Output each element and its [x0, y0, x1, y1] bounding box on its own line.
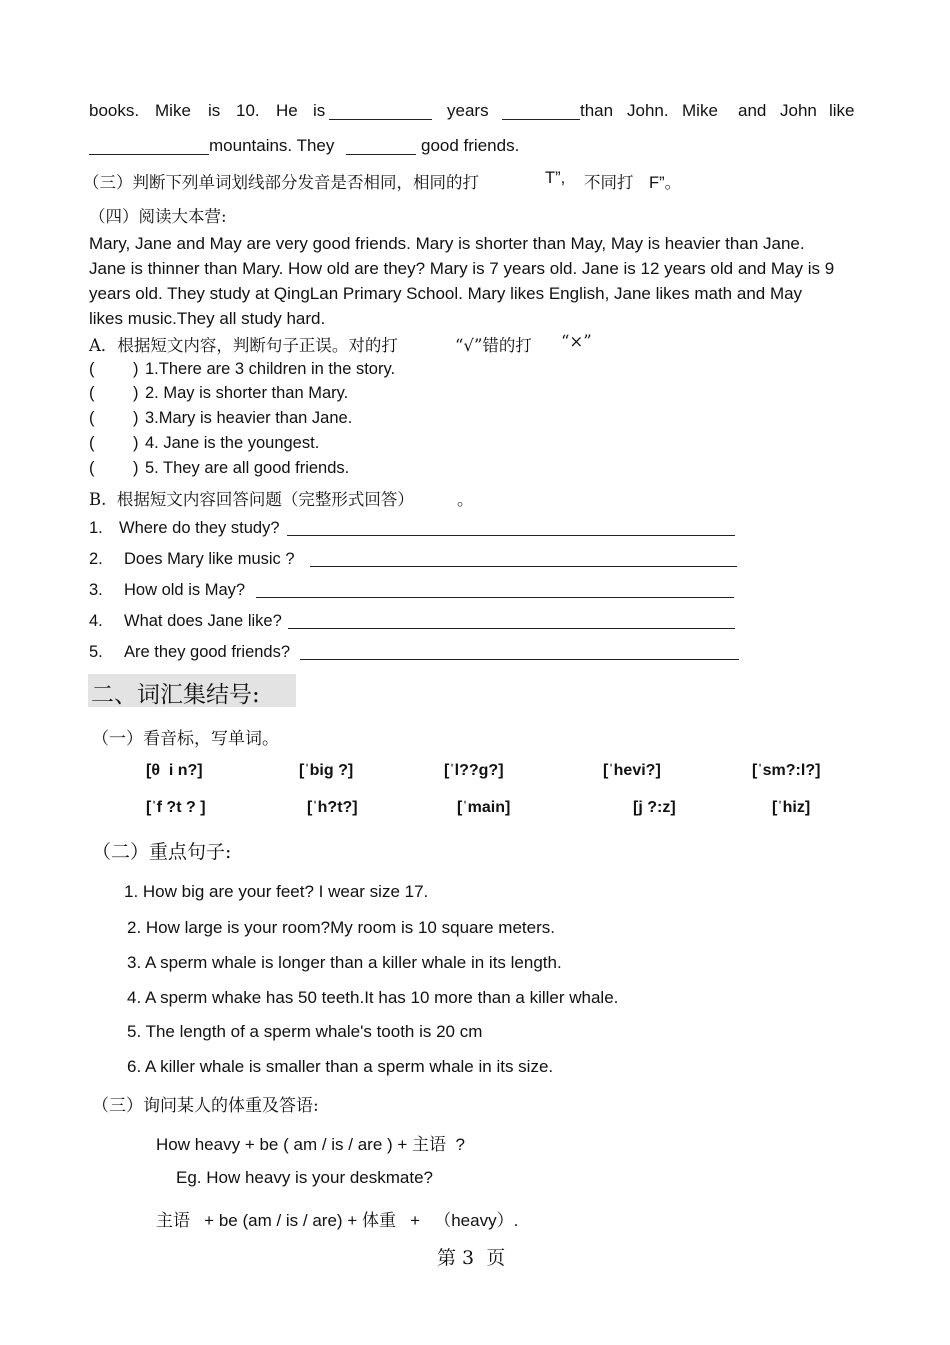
section-two-title: 二、词汇集结号:: [91, 682, 260, 708]
section3-instruction: （三）判断下列单词划线部分发音是否相同，相同的打: [83, 173, 479, 192]
tf-paren-close[interactable]: ): [133, 360, 139, 378]
passage-word-john-2: John: [780, 101, 817, 120]
answer-line[interactable]: [300, 659, 739, 660]
section-two-header: [88, 674, 296, 707]
tf-item-text: 1.There are 3 children in the story.: [145, 360, 396, 378]
answer-line[interactable]: [287, 535, 735, 536]
passage-word-john: John.: [627, 101, 669, 120]
sentence-pattern: How heavy + be ( am / is / are ) + 主语 ?: [156, 1135, 465, 1154]
passage-word-mike-2: Mike: [682, 101, 718, 120]
passage-line2-text: mountains. They: [209, 136, 335, 155]
reading-passage-line-4: likes music.They all study hard.: [89, 309, 326, 328]
phonetic-item: [ˈsm?:l?]: [752, 762, 821, 779]
reading-passage-line-3: years old. They study at QingLan Primary School. Mary likes English, Jane likes math and May: [89, 284, 803, 303]
reading-passage-line-2: Jane is thinner than Mary. How old are they? Mary is 7 years old. Jane is 12 years old and May is 9: [89, 259, 835, 278]
passage-word-is: is: [208, 101, 221, 120]
passage-line2-end: good friends.: [421, 136, 520, 155]
sub2-heading: （二）重点句子:: [92, 841, 232, 863]
tf-paren-open: (: [89, 409, 95, 427]
section4-heading: （四）阅读大本营:: [89, 207, 227, 226]
question-text: How old is May?: [124, 581, 246, 599]
page-number: 第 3 页: [437, 1247, 506, 1269]
phonetic-item: [ˈh?t?]: [307, 799, 358, 816]
tf-item-text: 5. They are all good friends.: [145, 459, 350, 477]
blank-line[interactable]: [346, 154, 416, 155]
part-a-mark: “√”错的打: [455, 336, 532, 355]
question-text: What does Jane like?: [124, 612, 282, 630]
mark-f: F”。: [649, 174, 682, 192]
answer-line[interactable]: [310, 566, 737, 567]
phonetic-item: [ˈl??g?]: [444, 762, 504, 779]
part-a-cross: “×”: [561, 332, 592, 351]
passage-word-years: years: [447, 101, 489, 120]
tf-paren-close[interactable]: ): [133, 409, 139, 427]
tf-paren-close[interactable]: ): [133, 434, 139, 452]
question-number: 5.: [89, 643, 103, 661]
question-number: 3.: [89, 581, 103, 599]
tf-paren-open: (: [89, 384, 95, 402]
blank-line[interactable]: [502, 119, 580, 120]
passage-word-than: than: [580, 101, 614, 120]
phonetic-item: [ˈf ?t ? ]: [146, 799, 206, 816]
sub3-heading: （三）询问某人的体重及答语:: [92, 1096, 319, 1116]
question-text: Are they good friends?: [124, 643, 291, 661]
phonetic-item: [ˈhiz]: [772, 799, 811, 816]
section3-not-same: 不同打: [584, 173, 634, 192]
phonetic-item: [ˈbig ?]: [299, 762, 354, 779]
passage-word-he: He: [276, 101, 298, 120]
passage-word-like: like: [829, 101, 855, 120]
tf-item-text: 4. Jane is the youngest.: [145, 434, 320, 452]
passage-word-and: and: [738, 101, 767, 120]
question-number: 4.: [89, 612, 103, 630]
phonetic-item: [j ?:z]: [633, 799, 676, 816]
question-text: Does Mary like music ?: [124, 550, 295, 568]
key-sentence: 6. A killer whale is smaller than a sperm whale in its size.: [127, 1057, 554, 1076]
mark-t: T”,: [545, 169, 566, 187]
key-sentence: 1. How big are your feet? I wear size 17.: [124, 882, 429, 901]
answer-pattern: 主语 + be (am / is / are) + 体重 + （heavy）.: [156, 1211, 519, 1230]
passage-word-mike: Mike: [155, 101, 191, 120]
phonetic-item: [θ i n?]: [146, 762, 203, 779]
blank-line[interactable]: [89, 154, 209, 155]
part-b-instruction: B. 根据短文内容回答问题（完整形式回答）: [89, 490, 414, 509]
passage-word-books: books.: [89, 101, 140, 120]
question-text: Where do they study?: [119, 519, 280, 537]
passage-word-10: 10.: [236, 101, 260, 120]
phonetic-item: [ˈhevi?]: [603, 762, 661, 779]
tf-paren-open: (: [89, 434, 95, 452]
key-sentence: 5. The length of a sperm whale's tooth is 20 cm: [127, 1022, 483, 1041]
tf-item-text: 2. May is shorter than Mary.: [145, 384, 349, 402]
question-number: 2.: [89, 550, 103, 568]
blank-line[interactable]: [329, 119, 432, 120]
tf-paren-close[interactable]: ): [133, 459, 139, 477]
sub1-heading: （一）看音标，写单词。: [92, 729, 279, 749]
tf-paren-open: (: [89, 360, 95, 378]
phonetic-item: [ˈmain]: [457, 799, 511, 816]
key-sentence: 2. How large is your room?My room is 10 square meters.: [127, 918, 555, 937]
example-sentence: Eg. How heavy is your deskmate?: [176, 1168, 434, 1187]
tf-item-text: 3.Mary is heavier than Jane.: [145, 409, 353, 427]
key-sentence: 3. A sperm whale is longer than a killer whale in its length.: [127, 953, 562, 972]
answer-line[interactable]: [288, 628, 735, 629]
part-b-dot: 。: [457, 490, 474, 509]
part-a-instruction: A．根据短文内容，判断句子正误。对的打: [89, 336, 398, 355]
tf-paren-close[interactable]: ): [133, 384, 139, 402]
tf-paren-open: (: [89, 459, 95, 477]
reading-passage-line-1: Mary, Jane and May are very good friends. Mary is shorter than May, May is heavier than Jane.: [89, 234, 805, 253]
key-sentence: 4. A sperm whake has 50 teeth.It has 10 more than a killer whale.: [127, 988, 619, 1007]
passage-word-is-2: is: [313, 101, 326, 120]
question-number: 1.: [89, 519, 103, 537]
answer-line[interactable]: [256, 597, 734, 598]
